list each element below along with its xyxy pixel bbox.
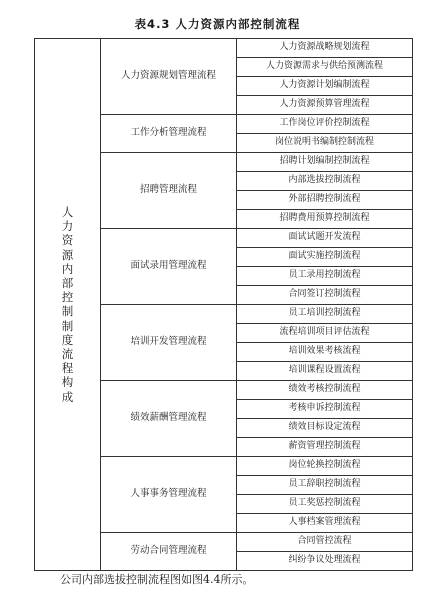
sub-process-cell: 员工培训控制流程 [237, 305, 413, 324]
process-category-cell: 工作分析管理流程 [101, 115, 237, 153]
sub-process-cell: 工作岗位评价控制流程 [237, 115, 413, 134]
footer-text: 公司内部选拔控制流程图如图4.4所示。 [60, 573, 254, 586]
sub-process-cell: 绩效考核控制流程 [237, 381, 413, 400]
sub-process-cell: 人事档案管理流程 [237, 514, 413, 533]
sub-process-cell: 面试实施控制流程 [237, 248, 413, 267]
sub-process-cell: 人力资源计划编制流程 [237, 77, 413, 96]
process-category-cell: 面试录用管理流程 [101, 229, 237, 305]
process-category-cell: 招聘管理流程 [101, 153, 237, 229]
sub-process-cell: 招聘费用预算控制流程 [237, 210, 413, 229]
sub-process-cell: 招聘计划编制控制流程 [237, 153, 413, 172]
sub-process-cell: 员工辞职控制流程 [237, 476, 413, 495]
process-category-cell: 劳动合同管理流程 [101, 533, 237, 571]
sub-process-cell: 员工奖惩控制流程 [237, 495, 413, 514]
process-category-cell: 绩效薪酬管理流程 [101, 381, 237, 457]
root-category-cell [35, 39, 101, 571]
sub-process-cell: 岗位轮换控制流程 [237, 457, 413, 476]
sub-process-cell: 纠纷争议处理流程 [237, 552, 413, 571]
sub-process-cell: 面试试题开发流程 [237, 229, 413, 248]
hr-control-process-table [34, 38, 413, 571]
table-title: 表4.3 人力资源内部控制流程 [134, 17, 301, 31]
sub-process-cell: 合同管控流程 [237, 533, 413, 552]
sub-process-cell: 岗位说明书编制控制流程 [237, 134, 413, 153]
sub-process-cell: 员工录用控制流程 [237, 267, 413, 286]
sub-process-cell: 流程培训项目评估流程 [237, 324, 413, 343]
sub-process-cell: 合同签订控制流程 [237, 286, 413, 305]
sub-process-cell: 培训效果考核流程 [237, 343, 413, 362]
sub-process-cell: 人力资源预算管理流程 [237, 96, 413, 115]
sub-process-cell: 内部选拔控制流程 [237, 172, 413, 191]
process-category-cell: 人事事务管理流程 [101, 457, 237, 533]
sub-process-cell: 薪资管理控制流程 [237, 438, 413, 457]
root-category-label: 人力资源内部控制制度流程构成 [61, 204, 74, 404]
sub-process-cell: 人力资源战略规划流程 [237, 39, 413, 58]
sub-process-cell: 人力资源需求与供给预测流程 [237, 58, 413, 77]
table-row [35, 39, 413, 58]
sub-process-cell: 绩效目标设定流程 [237, 419, 413, 438]
process-category-cell: 培训开发管理流程 [101, 305, 237, 381]
process-category-cell: 人力资源规划管理流程 [101, 39, 237, 115]
sub-process-cell: 外部招聘控制流程 [237, 191, 413, 210]
sub-process-cell: 考核申诉控制流程 [237, 400, 413, 419]
sub-process-cell: 培训课程设置流程 [237, 362, 413, 381]
